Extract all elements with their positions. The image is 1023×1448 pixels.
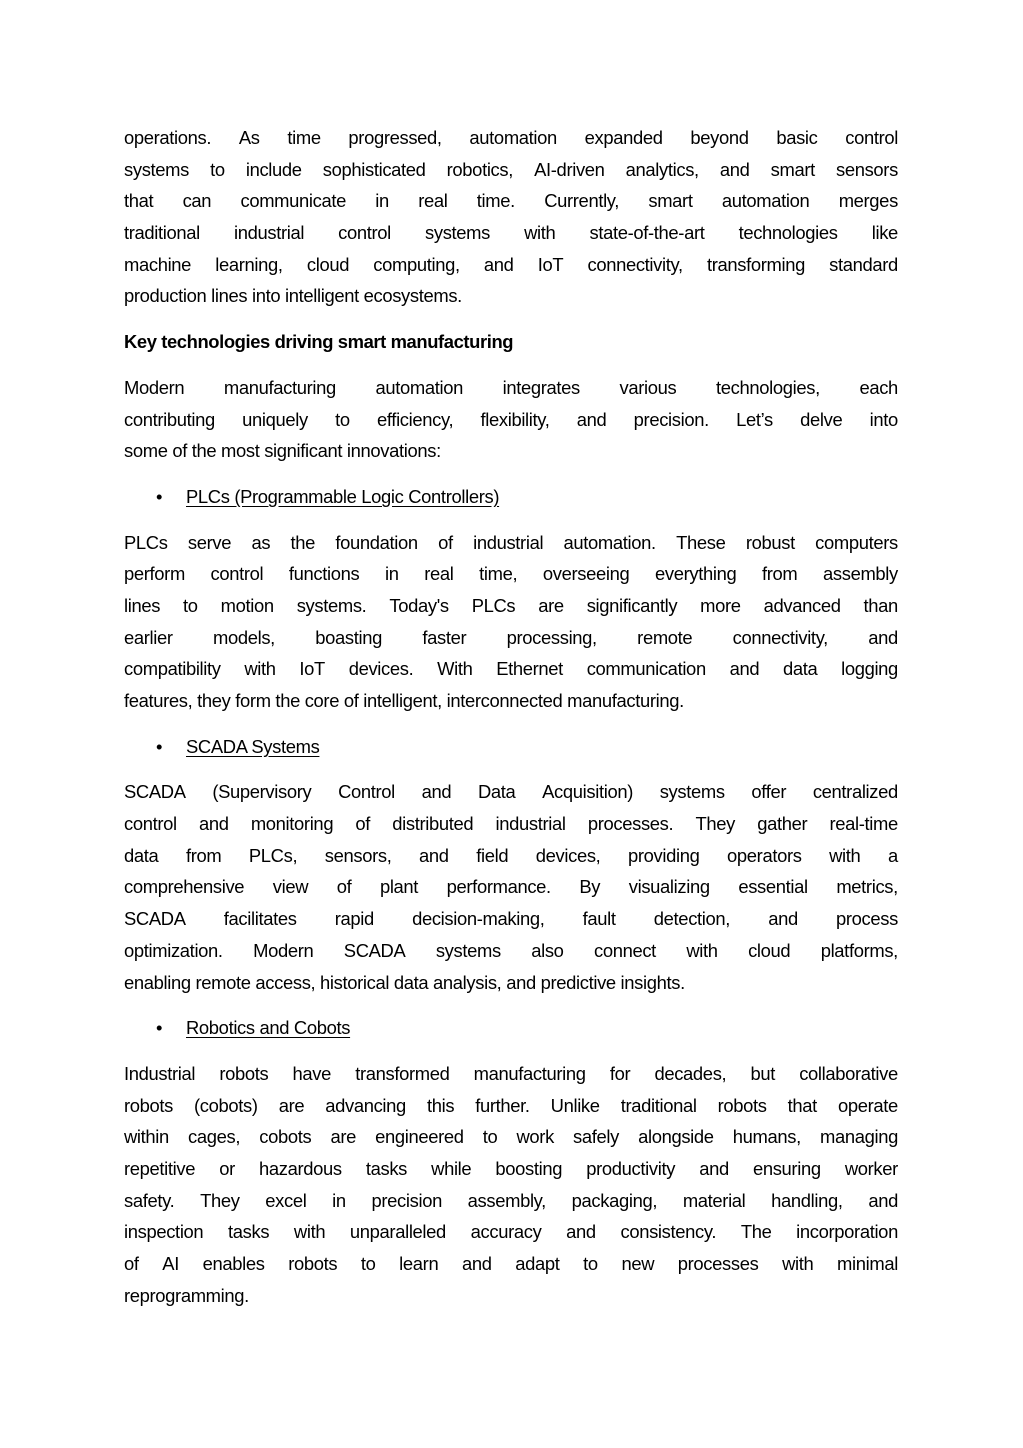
scada-paragraph — [124, 776, 898, 998]
bullet-item-scada — [124, 731, 898, 763]
text-line: earlier models, boasting faster processing, remote connectivity, and — [124, 626, 898, 648]
text-line: SCADA facilitates rapid decision-making, fault detection, and process — [124, 908, 898, 930]
text-line: safety. They excel in precision assembly, packaging, material handling, and — [124, 1189, 898, 1211]
text-line: Industrial robots have transformed manufacturing for decades, but collaborative — [124, 1062, 898, 1084]
text-line: some of the most significant innovations: — [124, 440, 441, 462]
text-line: repetitive or hazardous tasks while boosting productivity and ensuring worker — [124, 1157, 898, 1179]
text-line: PLCs serve as the foundation of industrial automation. These robust computers — [124, 531, 898, 553]
robotics-paragraph — [124, 1058, 898, 1312]
text-line: data from PLCs, sensors, and field devices, providing operators with a — [124, 844, 898, 866]
bullet-item-plcs — [124, 481, 898, 513]
text-line: control and monitoring of distributed industrial processes. They gather real-time — [124, 813, 898, 835]
text-line: comprehensive view of plant performance. By visualizing essential metrics, — [124, 876, 898, 898]
text-line: features, they form the core of intelligent, interconnected manufacturing. — [124, 690, 684, 711]
link-plcs[interactable]: PLCs (Programmable Logic Controllers) — [186, 485, 500, 507]
text-line: that can communicate in real time. Currently, smart automation merges — [124, 190, 898, 212]
link-scada-systems[interactable]: SCADA Systems — [186, 735, 320, 757]
text-line: machine learning, cloud computing, and IoT connectivity, transforming standard — [124, 253, 898, 275]
bullet-icon: • — [156, 735, 163, 757]
text-line: robots (cobots) are advancing this further. Unlike traditional robots that operate — [124, 1094, 898, 1116]
link-robotics-and-cobots[interactable]: Robotics and Cobots — [186, 1017, 351, 1039]
text-line: enabling remote access, historical data analysis, and predictive insights. — [124, 971, 685, 993]
section-intro-paragraph — [124, 372, 898, 467]
intro-paragraph — [124, 122, 898, 312]
text-line: within cages, cobots are engineered to work safely alongside humans, managing — [124, 1126, 898, 1148]
text-line: perform control functions in real time, overseeing everything from assembly — [124, 563, 898, 585]
text-line: operations. As time progressed, automation expanded beyond basic control — [124, 127, 898, 148]
text-line: production lines into intelligent ecosystems. — [124, 285, 462, 307]
document-page — [124, 122, 898, 1311]
text-line: lines to motion systems. Today's PLCs are significantly more advanced than — [124, 594, 898, 616]
text-line: systems to include sophisticated robotics, AI-driven analytics, and smart sensors — [124, 158, 898, 180]
text-line: contributing uniquely to efficiency, flexibility, and precision. Let’s delve into — [124, 408, 898, 430]
text-line: SCADA (Supervisory Control and Data Acquisition) systems offer centralized — [124, 781, 898, 803]
text-line: inspection tasks with unparalleled accuracy and consistency. The incorporation — [124, 1221, 898, 1243]
plcs-paragraph — [124, 527, 898, 717]
text-line: traditional industrial control systems with state-of-the-art technologies like — [124, 222, 898, 244]
text-line: compatibility with IoT devices. With Ethernet communication and data logging — [124, 658, 898, 680]
section-heading: Key technologies driving smart manufacturing — [124, 331, 514, 353]
text-line: reprogramming. — [124, 1284, 249, 1306]
bullet-icon: • — [156, 1017, 163, 1039]
bullet-item-robotics — [124, 1012, 898, 1044]
text-line: of AI enables robots to learn and adapt to new processes with minimal — [124, 1253, 898, 1274]
bullet-icon: • — [156, 485, 163, 507]
text-line: Modern manufacturing automation integrates various technologies, each — [124, 376, 898, 398]
text-line: optimization. Modern SCADA systems also connect with cloud platforms, — [124, 939, 898, 961]
